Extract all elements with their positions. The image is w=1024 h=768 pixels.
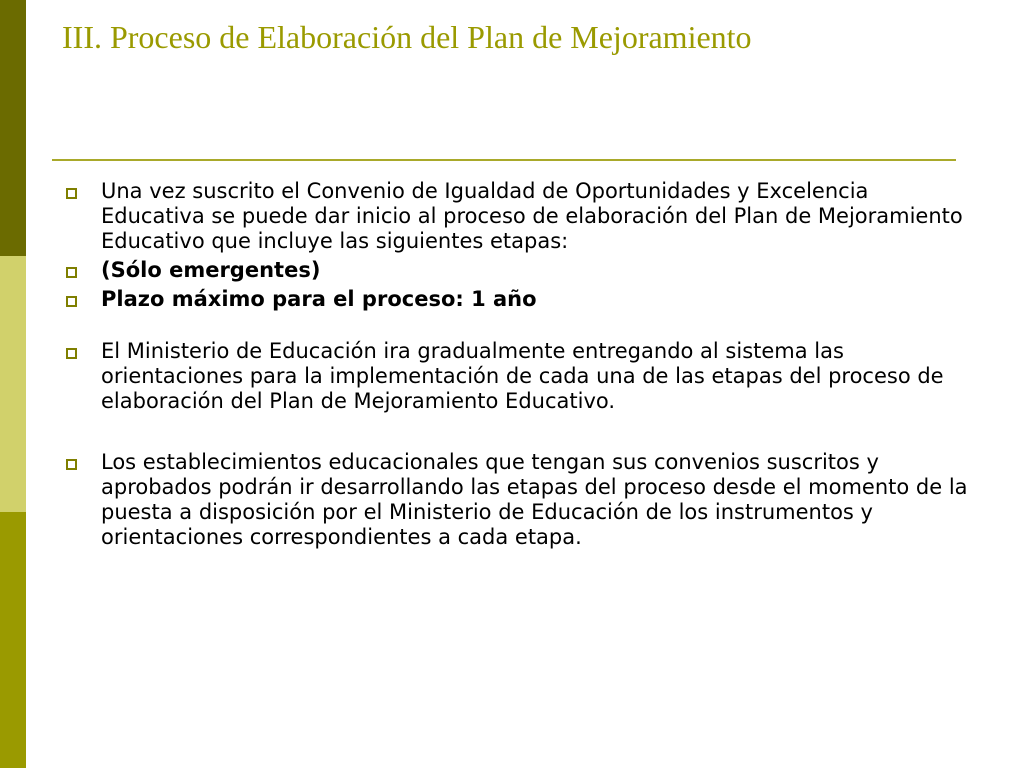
decorative-sidebar [0, 0, 26, 768]
bullet-text: Plazo máximo para el proceso: 1 año [101, 287, 537, 311]
bullet-list [62, 179, 972, 550]
title-divider [52, 159, 956, 161]
bullet-text: Los establecimientos educacionales que tengan sus convenios suscritos y aprobados podrán ir desarrollando las etapas del proceso desde el momento de la puesta a disposición por el Ministerio de Educación de los instrumentos y orientaciones correspondientes a cada etapa. [101, 450, 968, 549]
bullet-item [62, 258, 972, 283]
bullet-text: (Sólo emergentes) [101, 258, 321, 282]
bullet-text: Una vez suscrito el Convenio de Igualdad de Oportunidades y Excelencia Educativa se puede dar inicio al proceso de elaboración del Plan de Mejoramiento Educativo que incluye las siguientes etapas: [101, 179, 963, 253]
hollow-square-bullet-icon [66, 459, 77, 470]
sidebar-band-middle [0, 256, 26, 512]
bullet-item [62, 450, 972, 550]
bullet-item [62, 287, 972, 312]
hollow-square-bullet-icon [66, 296, 77, 307]
slide-title: III. Proceso de Elaboración del Plan de Mejoramiento [62, 19, 752, 55]
sidebar-band-bottom [0, 512, 26, 768]
sidebar-band-top [0, 0, 26, 256]
bullet-text: El Ministerio de Educación ira gradualmente entregando al sistema las orientaciones para la implementación de cada una de las etapas del proceso de elaboración del Plan de Mejoramiento Educativo. [101, 339, 944, 413]
bullet-item [62, 179, 972, 254]
hollow-square-bullet-icon [66, 267, 77, 278]
hollow-square-bullet-icon [66, 348, 77, 359]
bullet-item [62, 339, 972, 414]
hollow-square-bullet-icon [66, 188, 77, 199]
